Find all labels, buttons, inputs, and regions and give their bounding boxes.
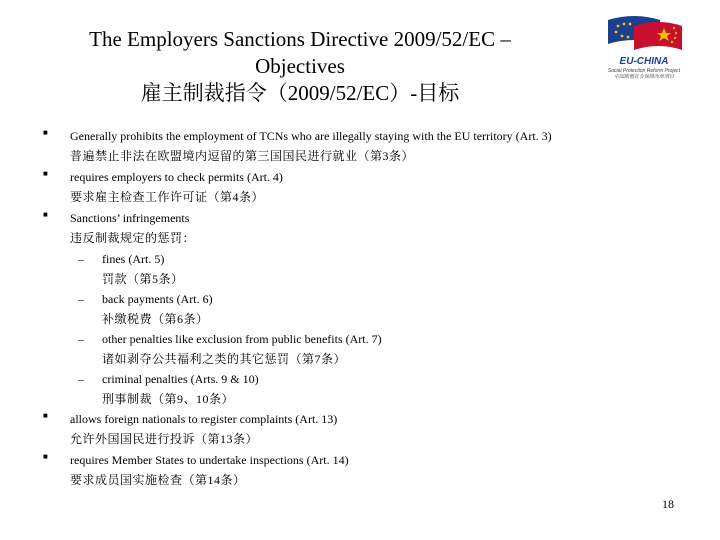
dash-icon: – <box>78 292 84 306</box>
bullet-square-icon: ■ <box>43 210 48 219</box>
bullet-item <box>0 167 700 207</box>
sub-bullet-zh: 诸如剥夺公共福利之类的其它惩罚（第7条） <box>102 352 347 366</box>
bullet-zh: 要求成员国实施检查（第14条） <box>70 473 246 487</box>
bullet-square-icon: ■ <box>43 128 48 137</box>
eu-china-logo <box>598 14 690 78</box>
bullet-item <box>0 409 700 449</box>
bullet-square-icon: ■ <box>43 411 48 420</box>
sub-bullet-item <box>0 289 700 329</box>
logo-subtext-zh: 中国欧盟社会保障改革项目 <box>613 74 674 80</box>
bullet-item <box>0 450 700 490</box>
logo-subtext <box>598 68 690 80</box>
bullet-en: requires Member States to undertake inspections (Art. 14) <box>70 453 349 467</box>
sub-bullet-zh: 罚款（第5条） <box>102 272 184 286</box>
sub-bullet-en: fines (Art. 5) <box>102 252 165 266</box>
eu-china-flag-icon <box>604 14 684 54</box>
page-number: 18 <box>662 497 674 511</box>
bullet-square-icon: ■ <box>43 452 48 461</box>
dash-icon: – <box>78 332 84 346</box>
sub-bullet-item <box>0 369 700 409</box>
bullet-zh: 允许外国国民进行投诉（第13条） <box>70 432 259 446</box>
bullet-list <box>0 126 700 491</box>
bullet-en: Generally prohibits the employment of TCNs who are illegally staying with the EU territory (Art. 3) <box>70 129 552 143</box>
dash-icon: – <box>78 252 84 266</box>
sub-bullet-zh: 刑事制裁（第9、10条） <box>102 392 235 406</box>
bullet-en: requires employers to check permits (Art. 4) <box>70 170 283 184</box>
bullet-item <box>0 126 700 166</box>
sub-bullet-en: back payments (Art. 6) <box>102 292 213 306</box>
bullet-zh: 普遍禁止非法在欧盟境内逗留的第三国国民进行就业（第3条） <box>70 149 415 163</box>
bullet-en: Sanctions’ infringements <box>70 211 190 225</box>
bullet-zh: 违反制裁规定的惩罚： <box>70 231 196 245</box>
logo-subtext-en: Social Protection Reform Project <box>607 68 681 74</box>
sub-bullet-en: criminal penalties (Arts. 9 & 10) <box>102 372 259 386</box>
bullet-square-icon: ■ <box>43 169 48 178</box>
bullet-en: allows foreign nationals to register complaints (Art. 13) <box>70 412 338 426</box>
bullet-zh: 要求雇主检查工作许可证（第4条） <box>70 190 265 204</box>
sub-bullet-item <box>0 249 700 289</box>
logo-text: EU-CHINA <box>619 56 669 67</box>
title-line-2: Objectives <box>255 54 345 78</box>
bullet-item <box>0 208 700 248</box>
slide-title <box>40 26 560 107</box>
sub-bullet-item <box>0 329 700 369</box>
sub-bullet-zh: 补缴税费（第6条） <box>102 312 209 326</box>
sub-bullet-en: other penalties like exclusion from public benefits (Art. 7) <box>102 332 382 346</box>
title-line-1: The Employers Sanctions Directive 2009/52/EC – <box>89 27 511 51</box>
dash-icon: – <box>78 372 84 386</box>
title-line-3: 雇主制裁指令（2009/52/EC）-目标 <box>140 81 460 105</box>
